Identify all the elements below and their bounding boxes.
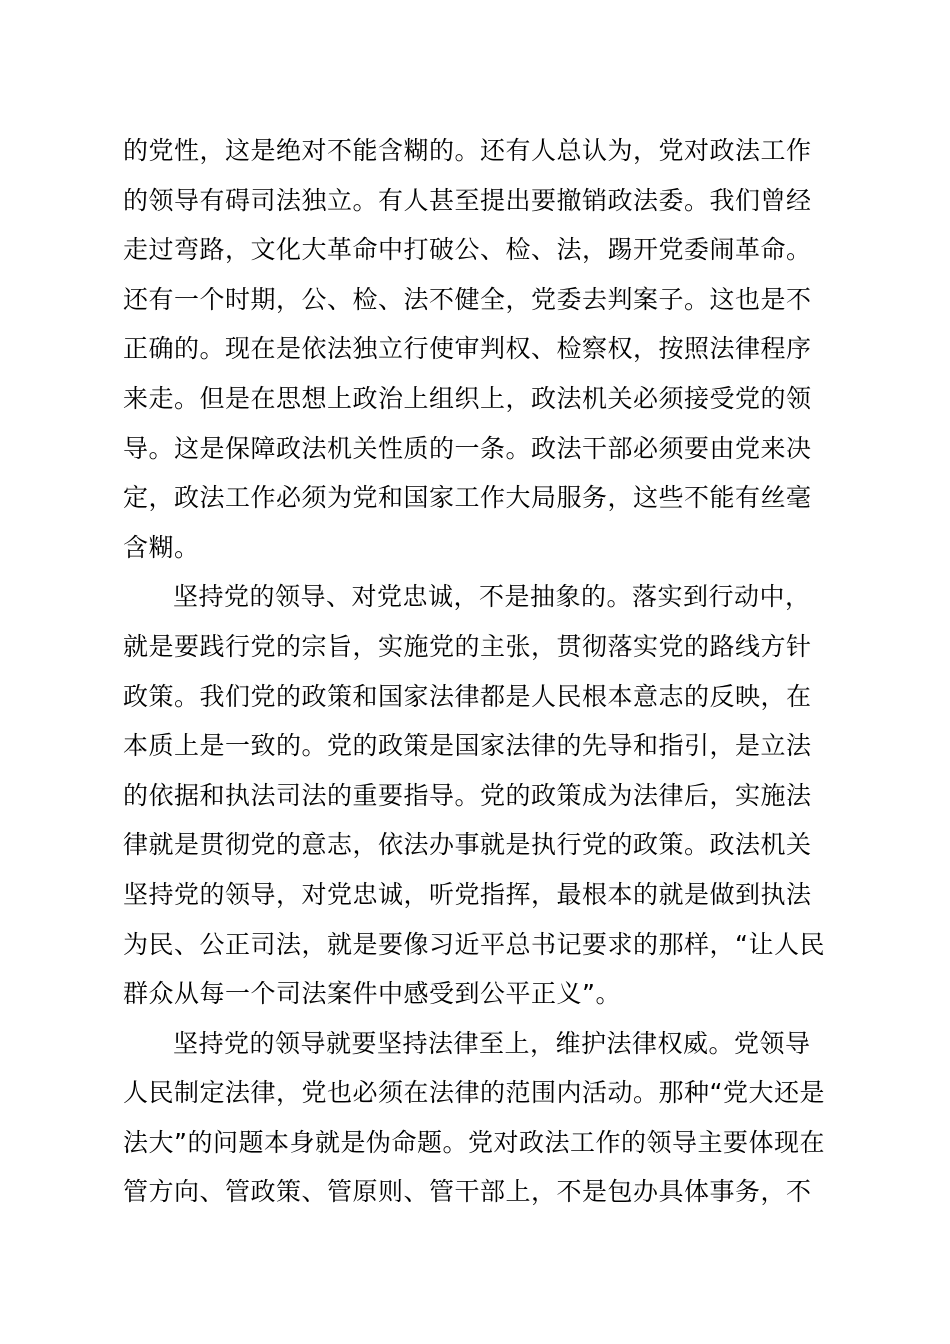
text-line: 的领导有碍司法独立。有人甚至提出要撤销政法委。我们曾经: [123, 185, 812, 215]
paragraph: [123, 1019, 843, 1217]
text-line: 坚持党的领导、对党忠诚，不是抽象的。落实到行动中，: [173, 582, 811, 612]
paragraph: [123, 572, 843, 1018]
text-line: 法大”的问题本身就是伪命题。党对政法工作的领导主要体现在: [123, 1127, 825, 1157]
text-line: 含糊。: [123, 532, 200, 562]
text-line: 的依据和执法司法的重要指导。党的政策成为法律后，实施法: [123, 780, 812, 810]
text-line: 管方向、管政策、管原则、管干部上，不是包办具体事务，不: [123, 1177, 812, 1207]
text-line: 坚持党的领导，对党忠诚，听党指挥，最根本的就是做到执法: [123, 879, 812, 909]
text-line: 的党性，这是绝对不能含糊的。还有人总认为，党对政法工作: [123, 136, 812, 165]
text-line: 定，政法工作必须为党和国家工作大局服务，这些不能有丝毫: [123, 483, 812, 513]
text-line: 政策。我们党的政策和国家法律都是人民根本意志的反映，在: [123, 681, 812, 711]
text-line: 正确的。现在是依法独立行使审判权、检察权，按照法律程序: [123, 334, 812, 364]
paragraph: [123, 126, 843, 572]
text-line: 还有一个时期，公、检、法不健全，党委去判案子。这也是不: [123, 284, 812, 314]
text-line: 就是要践行党的宗旨，实施党的主张，贯彻落实党的路线方针: [123, 631, 812, 661]
text-line: 导。这是保障政法机关性质的一条。政法干部必须要由党来决: [123, 433, 812, 463]
text-line: 群众从每一个司法案件中感受到公平正义”。: [123, 979, 621, 1009]
text-line: 为民、公正司法，就是要像习近平总书记要求的那样，“让人民: [123, 929, 825, 959]
text-line: 走过弯路，文化大革命中打破公、检、法，踢开党委闹革命。: [123, 235, 812, 265]
text-line: 来走。但是在思想上政治上组织上，政法机关必须接受党的领: [123, 383, 812, 413]
text-line: 人民制定法律，党也必须在法律的范围内活动。那种“党大还是: [123, 1078, 825, 1108]
body-text: [123, 126, 843, 1217]
text-line: 本质上是一致的。党的政策是国家法律的先导和指引，是立法: [123, 731, 812, 761]
text-line: 律就是贯彻党的意志，依法办事就是执行党的政策。政法机关: [123, 830, 812, 860]
text-line: 坚持党的领导就要坚持法律至上，维护法律权威。党领导: [173, 1028, 811, 1058]
